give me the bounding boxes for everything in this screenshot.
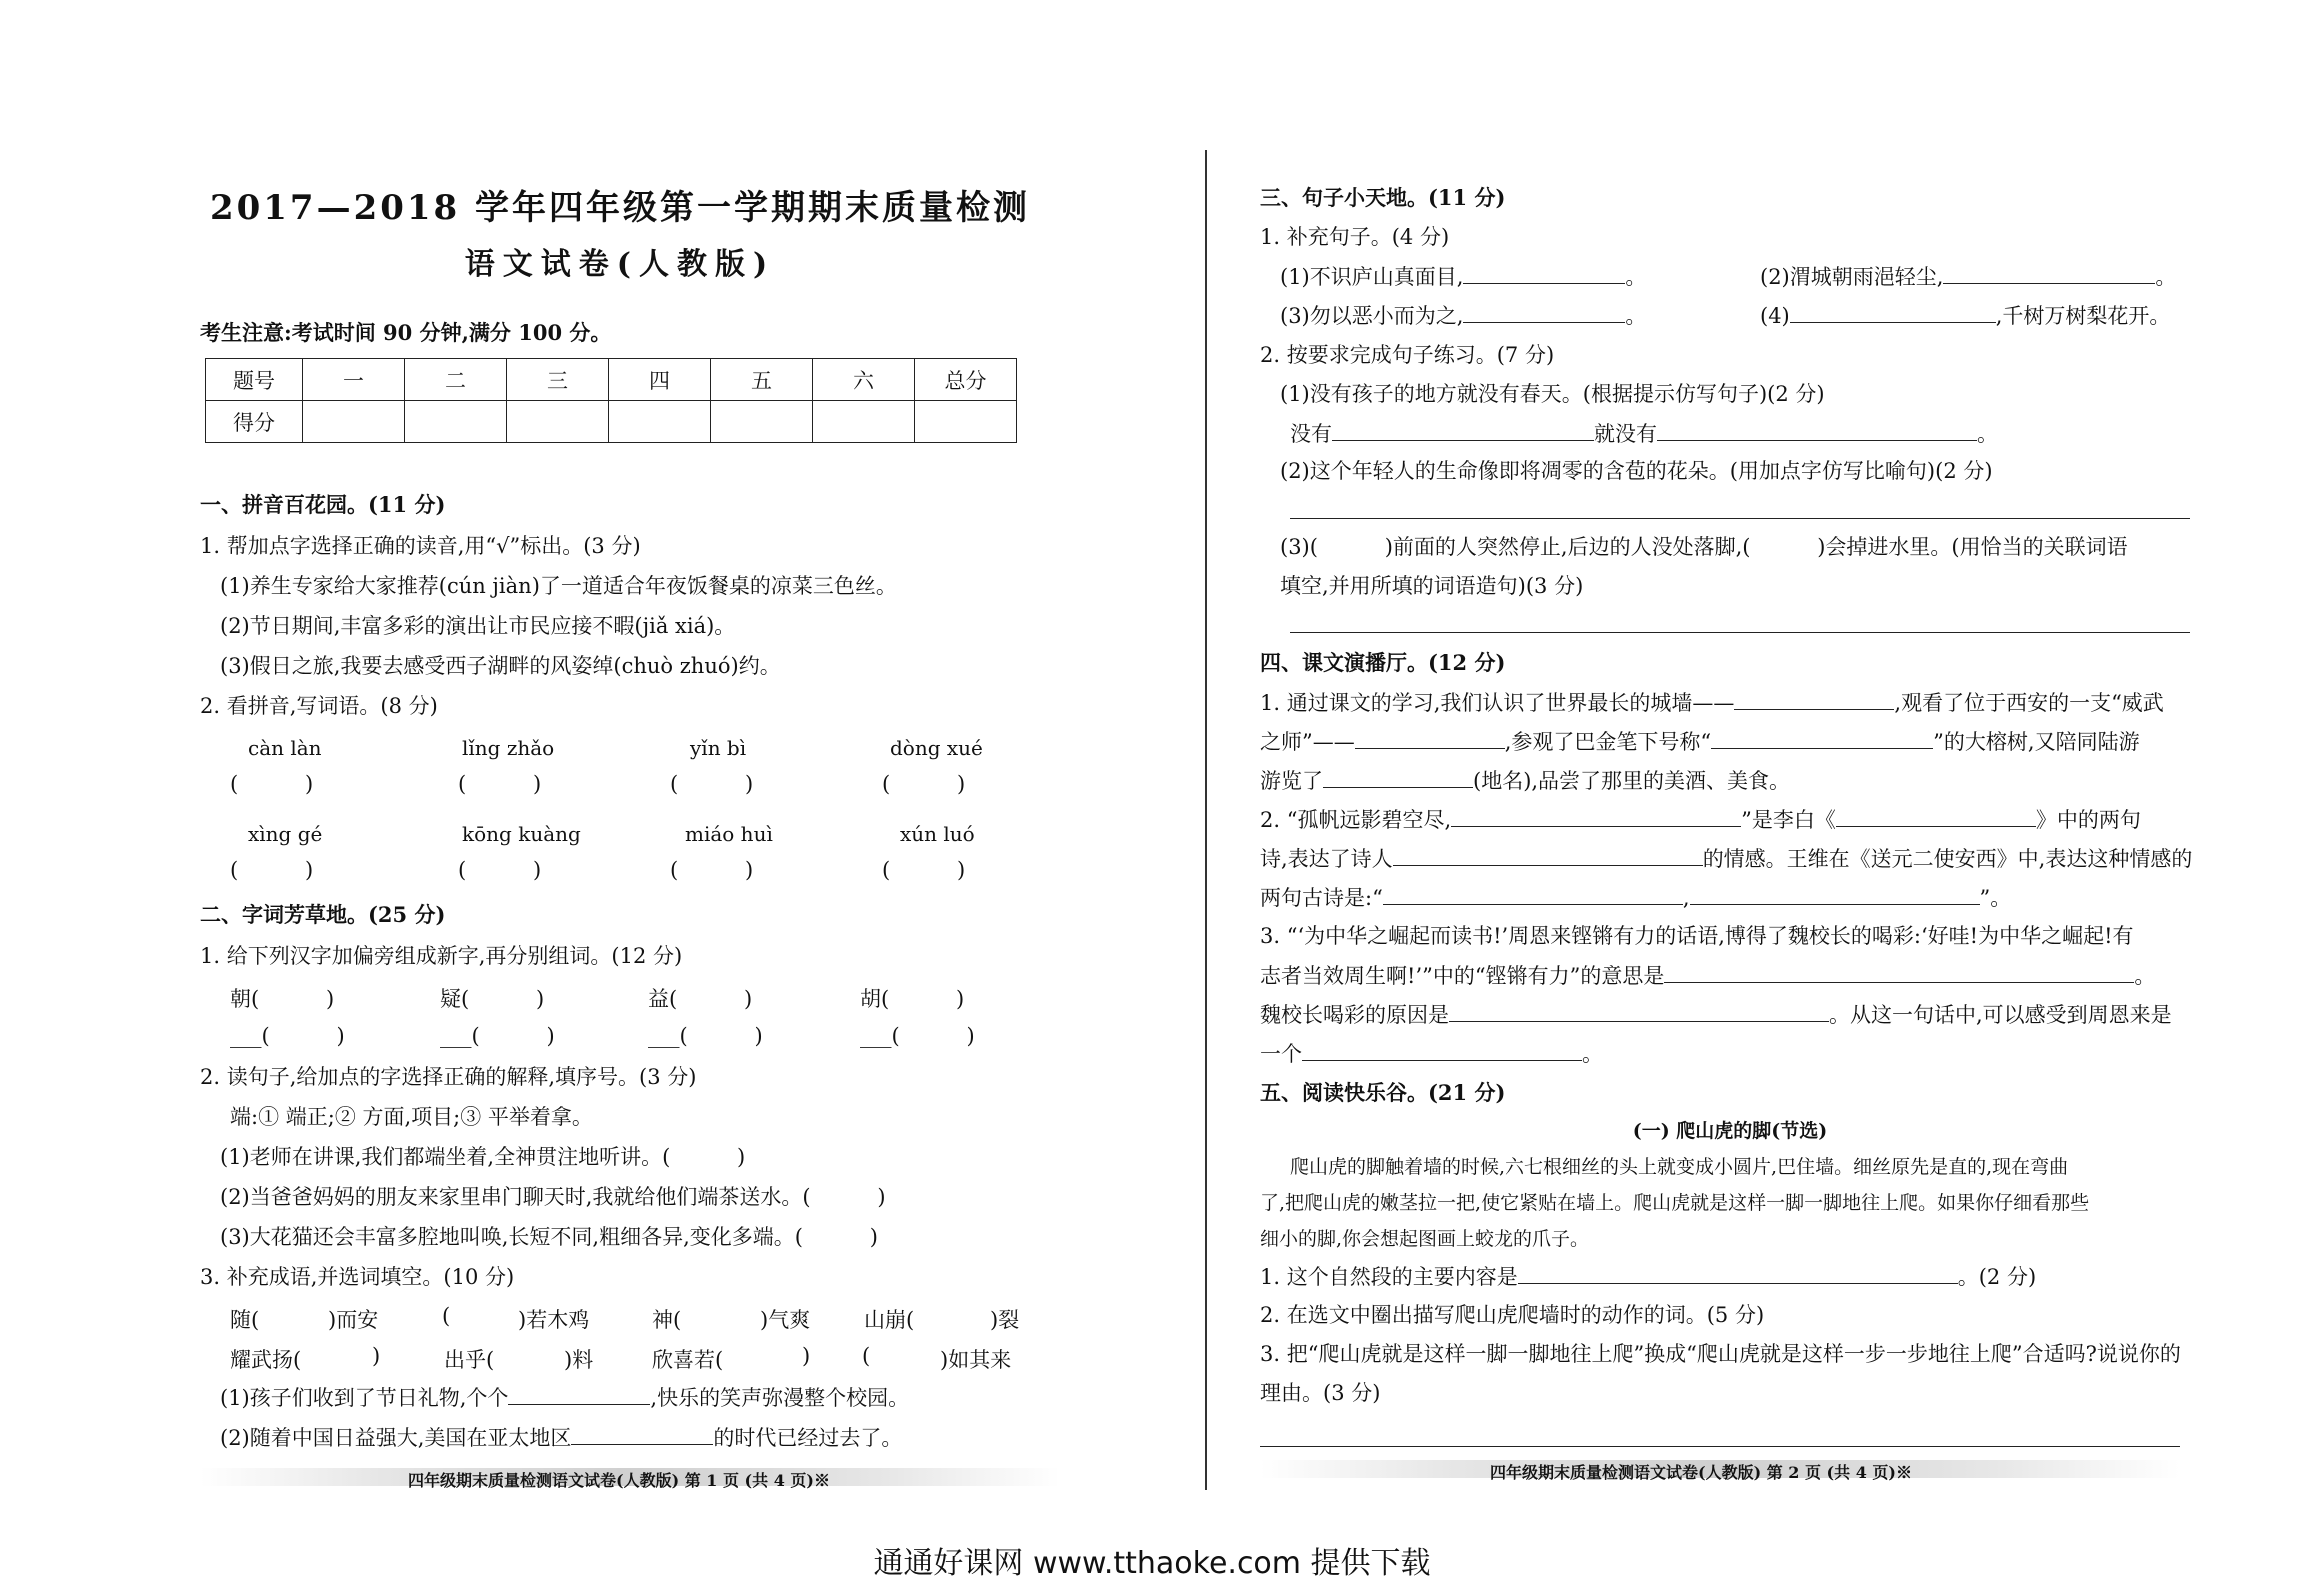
answer-blank[interactable] [1355,728,1505,749]
score-table-header-row [206,359,1017,401]
idiom-item: 耀武扬( [230,1348,302,1372]
question-text: (2)节日期间,丰富多彩的演出让市民应接不暇(jiǎ xiá)。 [220,614,736,638]
idiom-item: )气爽 [760,1308,811,1332]
table-cell: 二 [405,359,507,401]
score-table [205,358,1017,443]
idiom-item: )若木鸡 [518,1308,590,1332]
answer-blank[interactable] [1323,767,1473,788]
reading-paragraph: 了,把爬山虎的嫩茎拉一把,使它紧贴在墙上。爬山虎就是这样一脚一脚地往上爬。如果你仔细看那些 [1260,1192,2090,1214]
question-text: 1. 这个自然段的主要内容是 [1260,1265,1518,1289]
answer-blank[interactable]: ___( ) [230,1024,345,1048]
question-text: 3. “‘为中华之崛起而读书!’周恩来铿锵有力的话语,博得了魏校长的喝彩:‘好哇!为中华之崛起!有 [1260,924,2134,948]
answer-bracket[interactable]: ( ) [670,858,754,882]
answer-bracket[interactable]: ( ) [670,772,754,796]
answer-blank[interactable] [1393,845,1703,866]
exam-subtitle: 语文试卷(人教版) [464,247,776,282]
answer-bracket[interactable]: ( ) [882,772,966,796]
question-text: ”是李白《 [1741,808,1836,832]
exam-title: 2017—2018 学年四年级第一学期期末质量检测 [209,188,1031,228]
question-text: 填空,并用所填的词语造句)(3 分) [1280,574,1584,598]
idiom-item: 随( [230,1308,260,1332]
question-text: 2. 按要求完成句子练习。(7 分) [1260,343,1555,367]
answer-bracket[interactable]: ) [810,1185,886,1209]
answer-blank[interactable] [1734,689,1894,710]
answer-blank[interactable] [1711,728,1933,749]
question-text: (1)没有孩子的地方就没有春天。(根据提示仿写句子)(2 分) [1280,382,1825,406]
question-text: 2. 读句子,给加点的字选择正确的解释,填序号。(3 分) [200,1065,697,1089]
answer-blank[interactable] [1836,806,2036,827]
answer-bracket[interactable]: ( ) [882,858,966,882]
answer-blank[interactable] [1943,263,2155,284]
score-input-cell[interactable] [609,401,711,443]
table-cell: 一 [303,359,405,401]
answer-blank[interactable] [1690,884,1980,905]
question-text: 2. 在选文中圈出描写爬山虎爬墙时的动作的词。(5 分) [1260,1303,1765,1327]
answer-bracket[interactable]: ( ) [458,772,542,796]
question-text: 一个 [1260,1042,1302,1066]
answer-bracket[interactable] [1318,535,1385,559]
punct: 。 [2155,265,2177,289]
answer-blank[interactable] [1790,302,1996,323]
punct: 。 [1582,1042,1603,1066]
answer-blank[interactable] [1463,263,1625,284]
question-text: (3)( [1280,535,1318,559]
idiom-item: 欣喜若( [652,1348,724,1372]
punct: 。 [1625,265,1647,289]
question-text: (1)老师在讲课,我们都端坐着,全神贯注地听讲。( [220,1145,671,1169]
question-text: ,千树万树梨花开。 [1995,304,2171,328]
score-input-cell[interactable] [405,401,507,443]
answer-line[interactable] [1290,612,2190,633]
score-input-cell[interactable] [507,401,609,443]
question-text: 诗,表达了诗人 [1260,847,1393,871]
answer-bracket[interactable]: ( ) [230,858,314,882]
idiom-item: 出乎( [444,1348,495,1372]
pinyin-label: xìng gé [248,822,323,846]
idiom-item: )如其来 [940,1348,1012,1372]
table-cell: 得分 [206,401,303,443]
pinyin-label: miáo huì [685,822,773,846]
answer-blank[interactable] [1383,884,1683,905]
answer-blank[interactable] [1451,806,1741,827]
section-1-heading: 一、拼音百花园。(11 分) [200,492,446,517]
idiom-item: ( [862,1344,871,1368]
exam-notice: 考生注意:考试时间 90 分钟,满分 100 分。 [200,320,612,345]
idiom-item: 山崩( [864,1308,915,1332]
question-text: 。(2 分) [1957,1265,2037,1289]
answer-bracket[interactable]: ( ) [458,858,542,882]
punct: 。 [1977,422,1998,446]
answer-bracket[interactable]: ) [670,1145,746,1169]
question-text: 之师”—— [1260,730,1355,754]
score-table-score-row [206,401,1017,443]
section-2-heading: 二、字词芳草地。(25 分) [200,902,446,927]
question-text: 3. 补充成语,并选词填空。(10 分) [200,1265,515,1289]
answer-line[interactable] [1290,498,2190,519]
answer-blank[interactable] [508,1384,650,1405]
question-text: 1. 补充句子。(4 分) [1260,225,1450,249]
answer-blank[interactable] [1332,420,1594,441]
table-cell: 五 [711,359,813,401]
page-footer: 四年级期末质量检测语文试卷(人教版) 第 1 页 (共 4 页)※ [408,1471,830,1490]
definition-text: 端:① 端正;② 方面,项目;③ 平举着拿。 [230,1105,593,1129]
pinyin-label: yǐn bì [690,736,747,760]
section-5-heading: 五、阅读快乐谷。(21 分) [1260,1080,1506,1105]
section-3-heading: 三、句子小天地。(11 分) [1260,185,1506,210]
table-cell: 总分 [915,359,1017,401]
idiom-item: ) [802,1344,811,1368]
page-divider [1205,150,1207,1490]
answer-blank[interactable]: ___( ) [648,1024,763,1048]
question-text: ,参观了巴金笔下号称“ [1504,730,1712,754]
question-text: ”。 [1979,886,2012,910]
answer-blank[interactable]: ___( ) [440,1024,555,1048]
question-text: 1. 帮加点字选择正确的读音,用“√”标出。(3 分) [200,534,641,558]
answer-blank[interactable] [1463,302,1625,323]
question-text: 两句古诗是:“ [1260,886,1383,910]
question-text: )前面的人突然停止,后边的人没处落脚,( [1384,535,1751,559]
pinyin-label: kōng kuàng [462,822,581,846]
answer-blank[interactable]: ___( ) [860,1024,975,1048]
char-prompt: 朝( [230,987,260,1011]
question-text: (地名),品尝了那里的美酒、美食。 [1473,769,1791,793]
page-footer: 四年级期末质量检测语文试卷(人教版) 第 2 页 (共 4 页)※ [1490,1463,1912,1482]
question-text: 2. “孤帆远影碧空尽, [1260,808,1452,832]
reading-paragraph: 细小的脚,你会想起图画上蛟龙的爪子。 [1260,1228,1590,1250]
question-text: (2)渭城朝雨浥轻尘, [1760,265,1944,289]
answer-blank[interactable] [571,1424,713,1445]
idiom-item: ( [442,1304,451,1328]
score-input-cell[interactable] [303,401,405,443]
table-cell: 三 [507,359,609,401]
table-cell: 四 [609,359,711,401]
answer-blank[interactable] [1302,1040,1582,1061]
question-text: 没有 [1290,422,1332,446]
question-text: 志者当效周生啊!’”中的“铿锵有力”的意思是 [1260,964,1665,988]
question-text: (3)勿以恶小而为之, [1280,304,1464,328]
char-prompt: 胡( [860,987,890,1011]
reading-paragraph: 爬山虎的脚触着墙的时候,六七根细丝的头上就变成小圆片,巴住墙。细丝原先是直的,现在弯曲 [1290,1156,2069,1178]
question-text: 魏校长喝彩的原因是 [1260,1003,1449,1027]
pinyin-label: dòng xué [890,736,983,760]
question-text: ”的大榕树,又陪同陆游 [1933,730,2140,754]
section-4-heading: 四、课文演播厅。(12 分) [1260,650,1506,675]
question-text: ,观看了位于西安的一支“威武 [1894,691,2164,715]
punct: 。 [2134,964,2156,988]
question-text: (1)养生专家给大家推荐(cún jiàn)了一道适合年夜饭餐桌的凉菜三色丝。 [220,574,897,598]
answer-line[interactable] [1260,1426,2180,1447]
score-input-cell[interactable] [711,401,813,443]
answer-bracket[interactable] [1750,535,1817,559]
question-text: (2)随着中国日益强大,美国在亚太地区 [220,1426,572,1450]
table-cell: 题号 [206,359,303,401]
answer-blank[interactable] [1664,962,2134,983]
idiom-item: )而安 [328,1308,379,1332]
score-input-cell[interactable] [813,401,915,443]
punct: 。 [1625,304,1647,328]
question-text: , [1682,886,1690,910]
question-text: (2)当爸爸妈妈的朋友来家里串门聊天时,我就给他们端茶送水。( [220,1185,811,1209]
char-prompt: 益( [648,987,678,1011]
question-text: 1. 给下列汉字加偏旁组成新字,再分别组词。(12 分) [200,944,683,968]
question-text: (1)孩子们收到了节日礼物,个个 [220,1386,509,1410]
question-text: ,快乐的笑声弥漫整个校园。 [650,1386,910,1410]
pinyin-label: lǐng zhǎo [462,736,555,760]
download-watermark: 通通好课网 www.tthaoke.com 提供下载 [873,1546,1431,1581]
question-text: (4) [1760,304,1790,328]
idiom-item: 神( [652,1308,682,1332]
table-cell: 六 [813,359,915,401]
question-text: (2)这个年轻人的生命像即将凋零的含苞的花朵。(用加点字仿写比喻句)(2 分) [1280,459,1993,483]
score-input-cell[interactable] [915,401,1017,443]
answer-blank[interactable] [1657,420,1977,441]
pinyin-label: càn làn [248,736,322,760]
question-text: 。从这一句话中,可以感受到周恩来是 [1829,1003,2172,1027]
reading-title: (一) 爬山虎的脚(节选) [1632,1120,1828,1142]
pinyin-label: xún luó [900,822,975,846]
answer-blank[interactable] [1449,1001,1829,1022]
question-text: )会掉进水里。(用恰当的关联词语 [1817,535,2128,559]
idiom-item: )料 [564,1348,594,1372]
question-text: 1. 通过课文的学习,我们认识了世界最长的城墙—— [1260,691,1735,715]
question-text: 》中的两句 [2035,808,2141,832]
idiom-item: ) [372,1344,381,1368]
answer-blank[interactable] [1518,1263,1958,1284]
idiom-item: )裂 [990,1308,1020,1332]
question-text: 理由。(3 分) [1260,1381,1381,1405]
question-text: 游览了 [1260,769,1323,793]
char-prompt: 疑( [440,987,470,1011]
question-text: 3. 把“爬山虎就是这样一脚一脚地往上爬”换成“爬山虎就是这样一步一步地往上爬”合适吗?说说你的 [1260,1342,2181,1366]
answer-bracket[interactable]: ( ) [230,772,314,796]
question-text: (3)假日之旅,我要去感受西子湖畔的风姿绰(chuò zhuó)约。 [220,654,781,678]
question-text: 就没有 [1594,422,1657,446]
question-text: (1)不识庐山真面目, [1280,265,1464,289]
question-text: 的情感。王维在《送元二使安西》中,表达这种情感的 [1702,847,2193,871]
question-text: 2. 看拼音,写词语。(8 分) [200,694,438,718]
question-text: (3)大花猫还会丰富多腔地叫唤,长短不同,粗细各异,变化多端。( [220,1225,803,1249]
answer-bracket[interactable]: ) [802,1225,878,1249]
question-text: 的时代已经过去了。 [713,1426,903,1450]
